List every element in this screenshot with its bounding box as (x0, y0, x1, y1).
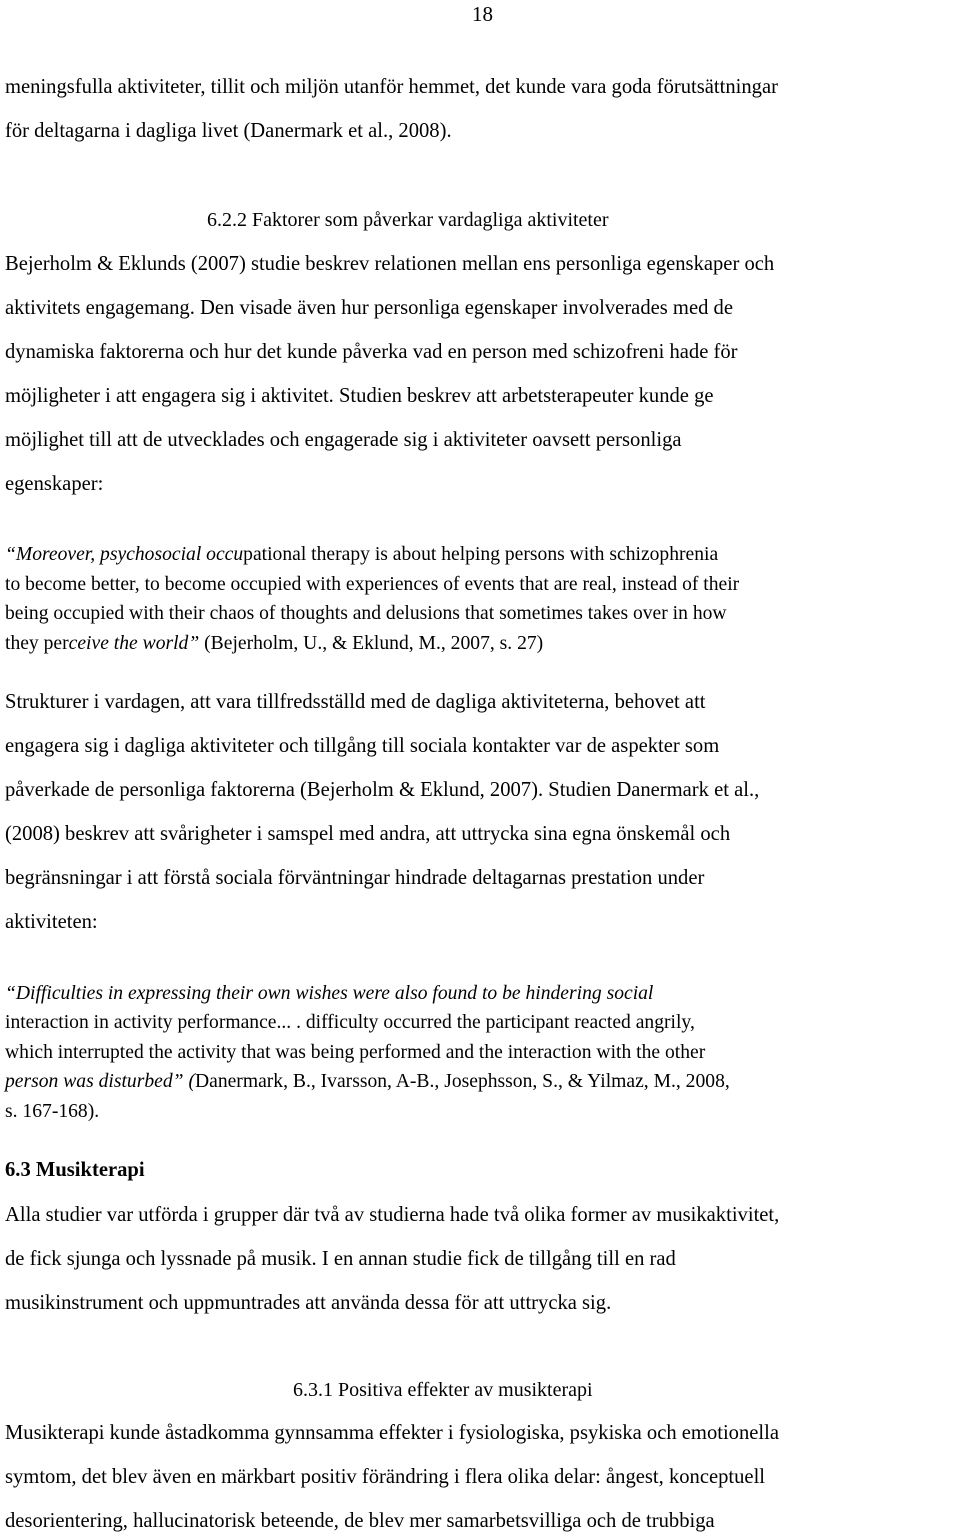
quote2-line-5: s. 167-168). (5, 1101, 100, 1122)
quote1-line-1-normal: pational therapy is about helping persons with schizophrenia (243, 544, 719, 565)
quote1-line-2: to become better, to become occupied with experiences of events that are real, instead of their (5, 574, 740, 595)
para5-line-3: desorientering, hallucinatorisk beteende, de blev mer samarbetsvilliga och de trubbiga (5, 1510, 715, 1532)
quote2-line-2: interaction in activity performance... . difficulty occurred the participant reacted angrily, (5, 1012, 695, 1033)
para3-line-5: begränsningar i att förstå sociala förväntningar hindrade deltagarnas prestation under (5, 867, 705, 889)
para2-line-3: dynamiska faktorerna och hur det kunde påverka vad en person med schizofreni hade för (5, 341, 738, 363)
para5-line-1: Musikterapi kunde åstadkomma gynnsamma effekter i fysiologiska, psykiska och emotionella (5, 1422, 780, 1444)
para2-line-5: möjlighet till att de utvecklades och engagerade sig i aktiviteter oavsett personliga (5, 429, 682, 451)
quote1-line-1-italic: “Moreover, psychosocial occu (5, 544, 244, 565)
quote1-line-3: being occupied with their chaos of thoughts and delusions that sometimes takes over in how (5, 603, 727, 624)
para2-line-6: egenskaper: (5, 473, 104, 495)
para2-line-1: Bejerholm & Eklunds (2007) studie beskrev relationen mellan ens personliga egenskaper och (5, 253, 775, 275)
quote1-line-4-normal: they per (5, 633, 69, 654)
para3-line-1: Strukturer i vardagen, att vara tillfredsställd med de dagliga aktiviteterna, behovet att (5, 691, 706, 713)
para2-line-4: möjligheter i att engagera sig i aktivitet. Studien beskrev att arbetsterapeuter kunde ge (5, 385, 714, 407)
page-number: 18 (472, 2, 493, 26)
heading-6-3-1: 6.3.1 Positiva effekter av musikterapi (293, 1379, 593, 1401)
quote1-line-4 (5, 631, 543, 657)
para3-line-2: engagera sig i dagliga aktiviteter och tillgång till sociala kontakter var de aspekter som (5, 735, 720, 757)
quote2-line-1: “Difficulties in expressing their own wishes were also found to be hindering social (5, 983, 654, 1004)
para3-line-4: (2008) beskrev att svårigheter i samspel med andra, att uttrycka sina egna önskemål och (5, 823, 731, 845)
quote1-line-1 (5, 542, 718, 568)
quote2-line-4-italic: person was disturbed” ( (5, 1071, 195, 1092)
quote2-line-4 (5, 1069, 730, 1095)
heading-6-2-2: 6.2.2 Faktorer som påverkar vardagliga aktiviteter (207, 209, 609, 231)
para1-line-2: för deltagarna i dagliga livet (Danermark et al., 2008). (5, 120, 452, 142)
para4-line-2: de fick sjunga och lyssnade på musik. I en annan studie fick de tillgång till en rad (5, 1248, 676, 1270)
para2-line-2: aktivitets engagemang. Den visade även hur personliga egenskaper involverades med de (5, 297, 733, 319)
quote1-citation: (Bejerholm, U., & Eklund, M., 2007, s. 27) (199, 633, 544, 654)
para1-line-1: meningsfulla aktiviteter, tillit och miljön utanför hemmet, det kunde vara goda förutsättningar (5, 76, 778, 98)
quote2-line-3: which interrupted the activity that was being performed and the interaction with the other (5, 1042, 706, 1063)
para4-line-3: musikinstrument och uppmuntrades att använda dessa för att uttrycka sig. (5, 1292, 612, 1314)
para5-line-2: symtom, det blev även en märkbart positiv förändring i flera olika delar: ångest, konceptuell (5, 1466, 766, 1488)
quote1-line-4-italic: ceive the world” (68, 633, 200, 654)
para4-line-1: Alla studier var utförda i grupper där två av studierna hade två olika former av musikaktivitet, (5, 1204, 780, 1226)
heading-6-3: 6.3 Musikterapi (5, 1159, 145, 1181)
para3-line-3: påverkade de personliga faktorerna (Bejerholm & Eklund, 2007). Studien Danermark et al., (5, 779, 760, 801)
para3-line-6: aktiviteten: (5, 911, 98, 933)
quote2-citation: Danermark, B., Ivarsson, A-B., Josephsson, S., & Yilmaz, M., 2008, (194, 1071, 730, 1092)
